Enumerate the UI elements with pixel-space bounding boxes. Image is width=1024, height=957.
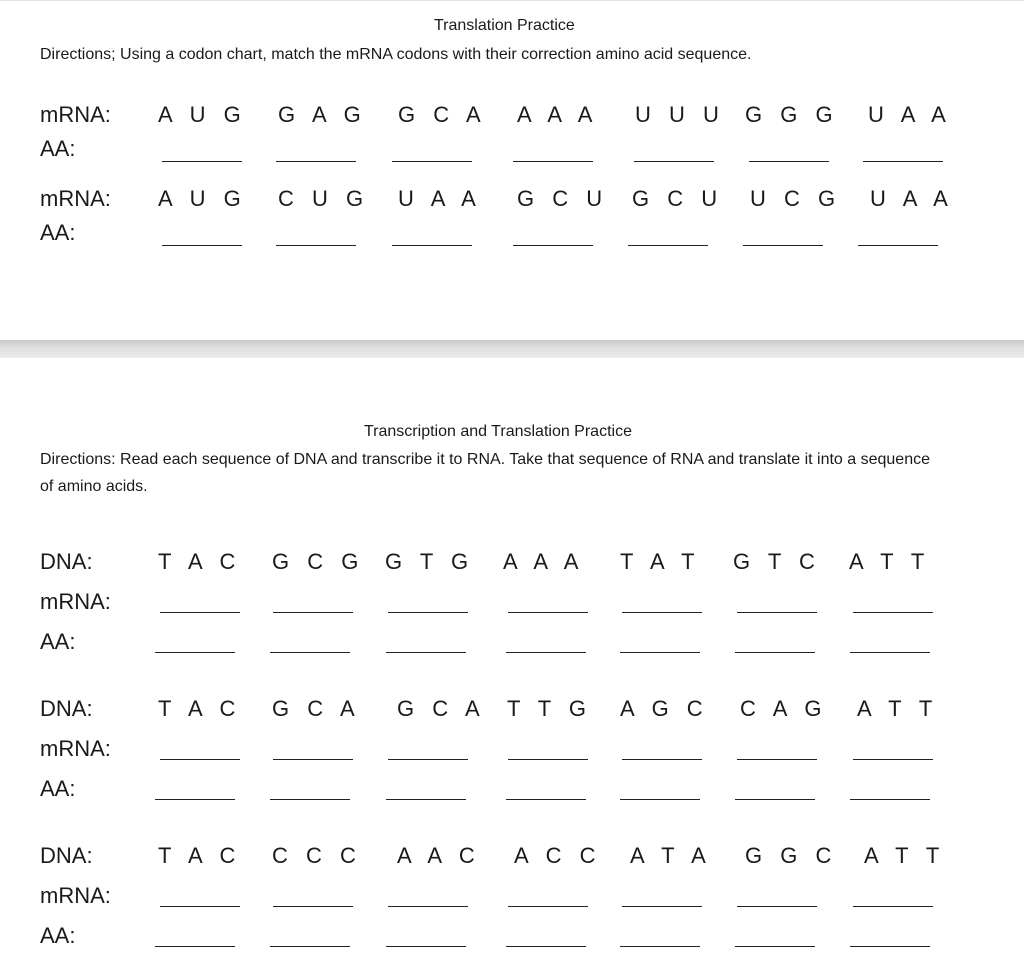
answer-blank[interactable] xyxy=(634,161,714,162)
answer-blank[interactable] xyxy=(506,799,586,800)
aa-label: AA: xyxy=(40,629,76,654)
answer-blank[interactable] xyxy=(858,245,938,246)
answer-blank[interactable] xyxy=(735,946,815,947)
codon: G C U xyxy=(632,186,724,211)
mrna-label: mRNA: xyxy=(40,589,111,614)
answer-blank[interactable] xyxy=(388,612,468,613)
codon: T A C xyxy=(158,843,242,868)
answer-blank[interactable] xyxy=(513,161,593,162)
codon: T A T xyxy=(620,549,701,574)
answer-blank[interactable] xyxy=(628,245,708,246)
codon: C C C xyxy=(272,843,362,868)
answer-blank[interactable] xyxy=(863,161,943,162)
answer-blank[interactable] xyxy=(270,652,350,653)
translation-practice-page xyxy=(0,0,1024,341)
answer-blank[interactable] xyxy=(508,612,588,613)
directions-text: Directions: Read each sequence of DNA and transcribe it to RNA. Take that sequence of RNA and translate it into a sequence of amino acids. xyxy=(40,451,930,495)
codon: A T T xyxy=(864,843,946,868)
answer-blank[interactable] xyxy=(270,946,350,947)
codon: A G C xyxy=(620,696,709,721)
codon: A T A xyxy=(630,843,712,868)
answer-blank[interactable] xyxy=(273,906,353,907)
answer-blank[interactable] xyxy=(620,946,700,947)
answer-blank[interactable] xyxy=(273,612,353,613)
answer-blank[interactable] xyxy=(853,612,933,613)
answer-blank[interactable] xyxy=(155,799,235,800)
answer-blank[interactable] xyxy=(508,906,588,907)
answer-blank[interactable] xyxy=(622,759,702,760)
codon: G C U xyxy=(517,186,609,211)
directions-text: Directions; Using a codon chart, match the mRNA codons with their correction amino acid sequence. xyxy=(40,46,752,63)
dna-label: DNA: xyxy=(40,696,93,721)
answer-blank[interactable] xyxy=(386,799,466,800)
codon: G C G xyxy=(272,549,365,574)
codon: G T C xyxy=(733,549,821,574)
aa-label: AA: xyxy=(40,776,76,801)
answer-blank[interactable] xyxy=(506,946,586,947)
codon: T T G xyxy=(507,696,593,721)
codon: A C C xyxy=(514,843,602,868)
answer-blank[interactable] xyxy=(620,652,700,653)
answer-blank[interactable] xyxy=(388,906,468,907)
answer-blank[interactable] xyxy=(392,245,472,246)
codon: A A A xyxy=(503,549,585,574)
answer-blank[interactable] xyxy=(273,759,353,760)
codon: T A C xyxy=(158,549,242,574)
answer-blank[interactable] xyxy=(737,906,817,907)
answer-blank[interactable] xyxy=(386,652,466,653)
answer-blank[interactable] xyxy=(155,652,235,653)
dna-label: DNA: xyxy=(40,549,93,574)
answer-blank[interactable] xyxy=(735,652,815,653)
codon: G G C xyxy=(745,843,838,868)
codon: U A A xyxy=(870,186,954,211)
answer-blank[interactable] xyxy=(276,161,356,162)
codon: G C A xyxy=(272,696,361,721)
mrna-label: mRNA: xyxy=(40,736,111,761)
answer-blank[interactable] xyxy=(392,161,472,162)
answer-blank[interactable] xyxy=(160,612,240,613)
aa-label: AA: xyxy=(40,136,76,161)
mrna-label: mRNA: xyxy=(40,102,111,127)
answer-blank[interactable] xyxy=(735,799,815,800)
answer-blank[interactable] xyxy=(850,799,930,800)
codon: G G G xyxy=(745,102,839,127)
answer-blank[interactable] xyxy=(513,245,593,246)
codon: C A G xyxy=(740,696,828,721)
codon: T A C xyxy=(158,696,242,721)
codon: A U G xyxy=(158,102,247,127)
answer-blank[interactable] xyxy=(850,946,930,947)
codon: A T T xyxy=(849,549,931,574)
codon: U A A xyxy=(398,186,482,211)
page-title: Transcription and Translation Practice xyxy=(364,423,632,440)
page-separator xyxy=(0,340,1024,358)
answer-blank[interactable] xyxy=(162,161,242,162)
page-title: Translation Practice xyxy=(434,17,575,34)
answer-blank[interactable] xyxy=(853,906,933,907)
answer-blank[interactable] xyxy=(508,759,588,760)
answer-blank[interactable] xyxy=(160,906,240,907)
answer-blank[interactable] xyxy=(386,946,466,947)
codon: A T T xyxy=(857,696,939,721)
codon: U A A xyxy=(868,102,952,127)
answer-blank[interactable] xyxy=(749,161,829,162)
answer-blank[interactable] xyxy=(160,759,240,760)
codon: C U G xyxy=(278,186,370,211)
mrna-label: mRNA: xyxy=(40,883,111,908)
dna-label: DNA: xyxy=(40,843,93,868)
answer-blank[interactable] xyxy=(622,612,702,613)
answer-blank[interactable] xyxy=(737,612,817,613)
codon: A A A xyxy=(517,102,599,127)
answer-blank[interactable] xyxy=(737,759,817,760)
answer-blank[interactable] xyxy=(162,245,242,246)
codon: G A G xyxy=(278,102,367,127)
codon: U U U xyxy=(635,102,725,127)
answer-blank[interactable] xyxy=(743,245,823,246)
codon: A U G xyxy=(158,186,247,211)
answer-blank[interactable] xyxy=(155,946,235,947)
answer-blank[interactable] xyxy=(276,245,356,246)
aa-label: AA: xyxy=(40,220,76,245)
aa-label: AA: xyxy=(40,923,76,948)
codon: A A C xyxy=(397,843,481,868)
answer-blank[interactable] xyxy=(506,652,586,653)
answer-blank[interactable] xyxy=(622,906,702,907)
transcription-translation-page xyxy=(0,358,1024,957)
codon: G C A xyxy=(397,696,486,721)
mrna-label: mRNA: xyxy=(40,186,111,211)
answer-blank[interactable] xyxy=(270,799,350,800)
answer-blank[interactable] xyxy=(620,799,700,800)
answer-blank[interactable] xyxy=(853,759,933,760)
codon: G C A xyxy=(398,102,487,127)
answer-blank[interactable] xyxy=(850,652,930,653)
codon: G T G xyxy=(385,549,475,574)
codon: U C G xyxy=(750,186,842,211)
answer-blank[interactable] xyxy=(388,759,468,760)
